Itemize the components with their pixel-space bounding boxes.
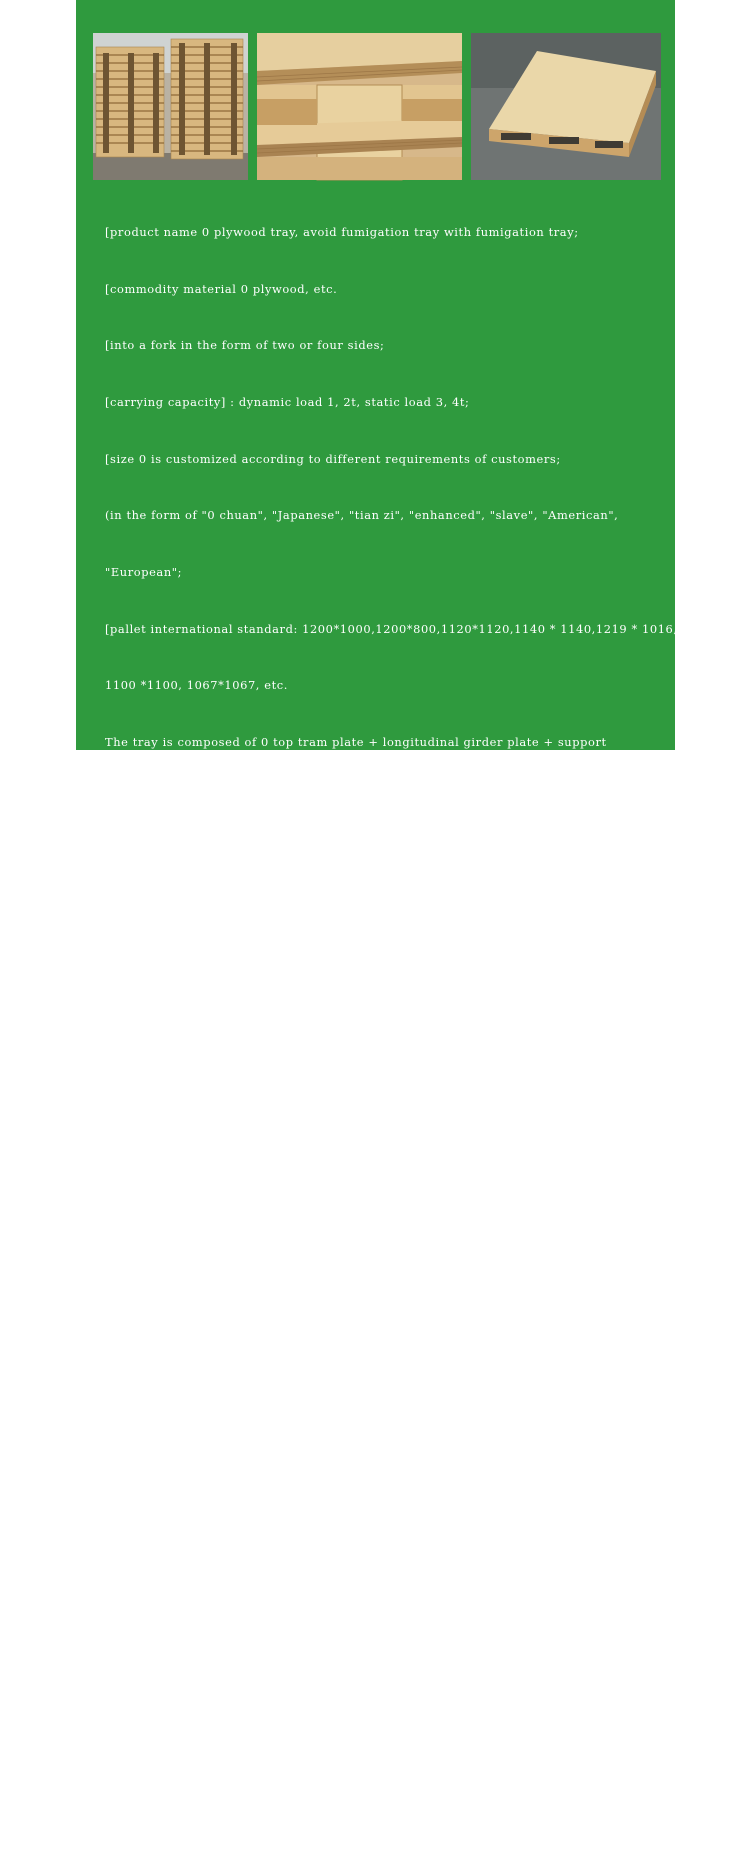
fork-hole-line: [fork hole height 080mm 1150mm; [105,905,326,920]
keywords-line: Platen pallets, platen pallets, platen pallets, forked plates, pallets, pallets, pallets, [105,1755,634,1770]
composition-line-cont: beam + block/crossbar + bottom plate; [105,791,355,806]
application-line-cont-2: machinery, center for chemical industry, medicine, food, building materials, such [105,1642,627,1657]
fumigation-line-cont: fumigation, when the outlet can provide fumigation certificate, and add |PPC logo; [105,1018,637,1033]
application-line-cont-3: as many areas. Can meet the demand of our products. [105,1699,454,1714]
origin-line: [product origin, ningbo; [105,1415,258,1430]
standard-line: [pallet international standard: 1200*1000,1200*800,1120*1120,1140 * 1140,1219 * 1016, [105,621,678,636]
size-line: [size 0 is customized according to different requirements of customers; [105,451,561,466]
application-line: [0 application scope is widely used in warehouse, logistics, food, beverage, bei le [105,1528,625,1543]
material-line: [commodity material 0 plywood, etc. [105,281,338,296]
load-weight-line: (load-carrying weight 0 dynamic load: 1000-3000kg static load: 2,000kg; [105,1075,569,1090]
transportation-line: (mode of transportation) : self-delivery or delivery; Free delivery in the city; [105,1472,593,1487]
carrying-capacity-line: [carrying capacity] : dynamic load 1, 2t, static load 3, 4t; [105,394,470,409]
application-line-cont-1: unitary, medical, textile, automobile manufacturing, electronic appliances, hardware [105,1585,650,1600]
production-cycle-line: [production cycle] : about 1 to 3 days; [105,1245,349,1260]
quality-line: [quality assurance] if there is a quality problem, return it unconditionally; [105,1188,579,1203]
single-plywood-pallet-photo [471,33,661,180]
form-line: (in the form of "0 chuan", "Japanese", "tian zi", "enhanced", "slave", "American", [105,508,619,523]
standard-line-cont: 1100 *1100, 1067*1067, etc. [105,678,288,693]
minimum-order-line: (minimum order quantity) : 10; [105,1132,303,1147]
brand-line: (product brand 0GOLONG; [105,1358,276,1373]
plywood-pallet-closeup-photo [257,33,462,180]
keywords-line-cont: dunnage boards, shovels, [105,1812,267,1827]
form-line-cont: "European"; [105,565,183,580]
delivery-day-line: [delivery day] : delivery within 3 days; [105,1302,351,1317]
stacked-plywood-pallets-photo [93,33,248,180]
product-description [105,185,678,1867]
product-name-line: [product name 0 plywood tray, avoid fumigation tray with fumigation tray; [105,224,579,239]
fork-entry-line: [into a fork in the form of two or four sides; [105,338,385,353]
composition-line: The tray is composed of 0 top tram plate + longitudinal girder plate + support [105,735,607,750]
green-content-panel [76,0,678,1827]
panel-thickness-line: [panel thickness] : 15mm, 18mm, 20mm, 25mm, 35mm, etc. [105,848,486,863]
fumigation-line: [fumigation certificate/value item quarantine certificate] : domestic use need not [105,961,624,976]
